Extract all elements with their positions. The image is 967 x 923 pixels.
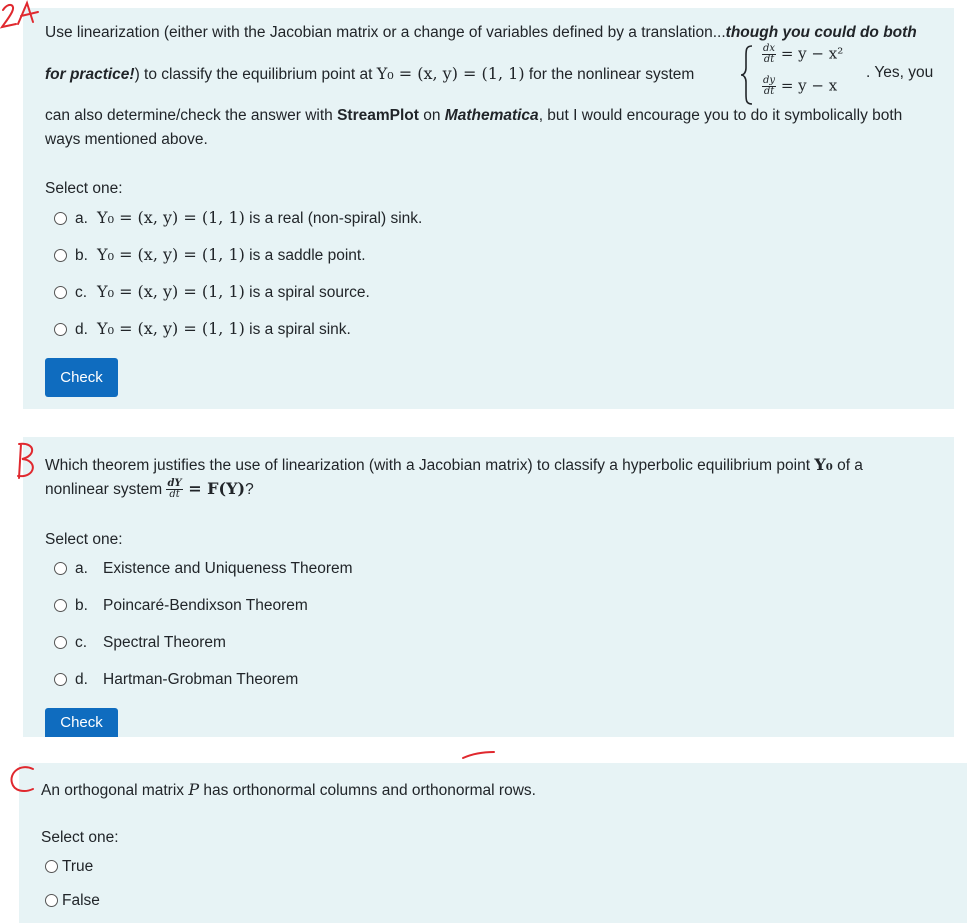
question-a-line2-tail: . Yes, you [866,64,934,81]
radio-button[interactable] [54,562,67,575]
handwritten-2a-annotation [0,0,50,40]
question-a-text-5: on [418,107,445,124]
matrix-variable: P [188,780,200,799]
equation-2 [762,76,837,97]
derivative-numerator: dY [167,478,182,490]
question-a-text-3: for the nonlinear system [524,66,695,83]
answer-option-b[interactable] [54,245,366,265]
question-b-text-4: ? [245,481,254,498]
option-letter: d. [75,671,88,688]
answer-option-a[interactable] [54,560,353,578]
radio-button[interactable] [54,286,67,299]
option-letter: b. [75,247,88,264]
option-letter: c. [75,284,88,301]
option-text: is a saddle point. [244,247,366,264]
radio-button[interactable] [45,894,58,907]
eq2-rhs: = y − x [780,76,838,95]
question-b-text-3: nonlinear system [45,481,167,498]
option-letter: b. [75,597,88,614]
question-a-line4: ways mentioned above. [45,131,208,148]
option-text: False [62,892,100,909]
option-expression: Y₀ = (x, y) = (1, 1) [97,282,245,301]
question-c-line [41,780,536,800]
question-c-text-2: has orthonormal columns and orthonormal rows. [199,782,536,799]
question-b-text: Which theorem justifies the use of linearization (with a Jacobian matrix) to classify a hyperbolic equilibrium point [45,457,815,474]
option-text: is a spiral sink. [244,321,351,338]
answer-option-true[interactable] [45,858,93,876]
option-expression: Y₀ = (x, y) = (1, 1) [97,319,245,338]
question-a-line1 [45,24,917,42]
radio-button[interactable] [54,636,67,649]
option-text: is a real (non-spiral) sink. [244,210,423,227]
mathematica-text: Mathematica [444,107,539,124]
option-text: is a spiral source. [244,284,370,301]
eq2-denominator: dt [763,86,775,97]
handwritten-c-annotation [6,763,40,797]
equilibrium-expression: Y₀ = (x, y) = (1, 1) [376,64,525,83]
radio-button[interactable] [54,212,67,225]
option-letter: a. [75,210,88,227]
option-letter: c. [75,634,88,651]
option-expression: Y₀ = (x, y) = (1, 1) [97,245,245,264]
option-letter: a. [75,560,88,577]
question-a-text-4: can also determine/check the answer with [45,107,338,124]
select-one-label: Select one: [45,180,123,197]
radio-button[interactable] [54,673,67,686]
option-text: Spectral Theorem [103,634,226,651]
question-b-text-2: of a [832,457,863,474]
option-letter: d. [75,321,88,338]
equilibrium-symbol: Y₀ [814,455,833,474]
eq1-rhs: = y − x² [780,44,844,63]
handwritten-mark [460,748,500,762]
answer-option-c[interactable] [54,634,226,652]
check-button[interactable]: Check [45,708,118,737]
answer-option-false[interactable] [45,892,100,910]
radio-button[interactable] [45,860,58,873]
question-a-text: Use linearization (either with the Jacobian matrix or a change of variables defined by a translation... [45,24,726,41]
system-expression: = F(Y) [182,479,246,498]
question-a-line3 [45,107,902,125]
question-a-text-6: , but I would encourage you to do it symbolically both [538,107,903,124]
question-a-emphasis: though you could do both [725,24,917,41]
derivative-denominator: dt [169,489,180,501]
answer-option-c[interactable] [54,282,370,302]
streamplot-text: StreamPlot [337,107,419,124]
answer-option-d[interactable] [54,319,351,339]
answer-option-a[interactable] [54,208,422,228]
answer-option-d[interactable] [54,671,298,689]
eq1-denominator: dt [763,54,775,65]
radio-button[interactable] [54,249,67,262]
left-brace-icon [740,44,754,106]
question-a-line2 [45,64,694,84]
question-b-line1 [45,455,863,475]
equation-1 [762,44,843,65]
answer-option-b[interactable] [54,597,308,615]
handwritten-b-annotation [10,440,44,482]
option-text: Existence and Uniqueness Theorem [103,560,353,577]
option-expression: Y₀ = (x, y) = (1, 1) [97,208,245,227]
radio-button[interactable] [54,323,67,336]
check-button[interactable]: Check [45,358,118,397]
question-b-line2 [45,479,254,500]
select-one-label: Select one: [45,531,123,548]
question-a-text-2: ) to classify the equilibrium point at [134,66,377,83]
eq1-numerator: dx [763,43,776,54]
select-one-label: Select one: [41,829,119,846]
question-c-text: An orthogonal matrix [41,782,189,799]
radio-button[interactable] [54,599,67,612]
question-a-emphasis-2: for practice! [45,66,135,83]
eq2-numerator: dy [763,75,776,86]
option-text: Poincaré-Bendixson Theorem [103,597,308,614]
option-text: True [62,858,94,875]
option-text: Hartman-Grobman Theorem [103,671,299,688]
